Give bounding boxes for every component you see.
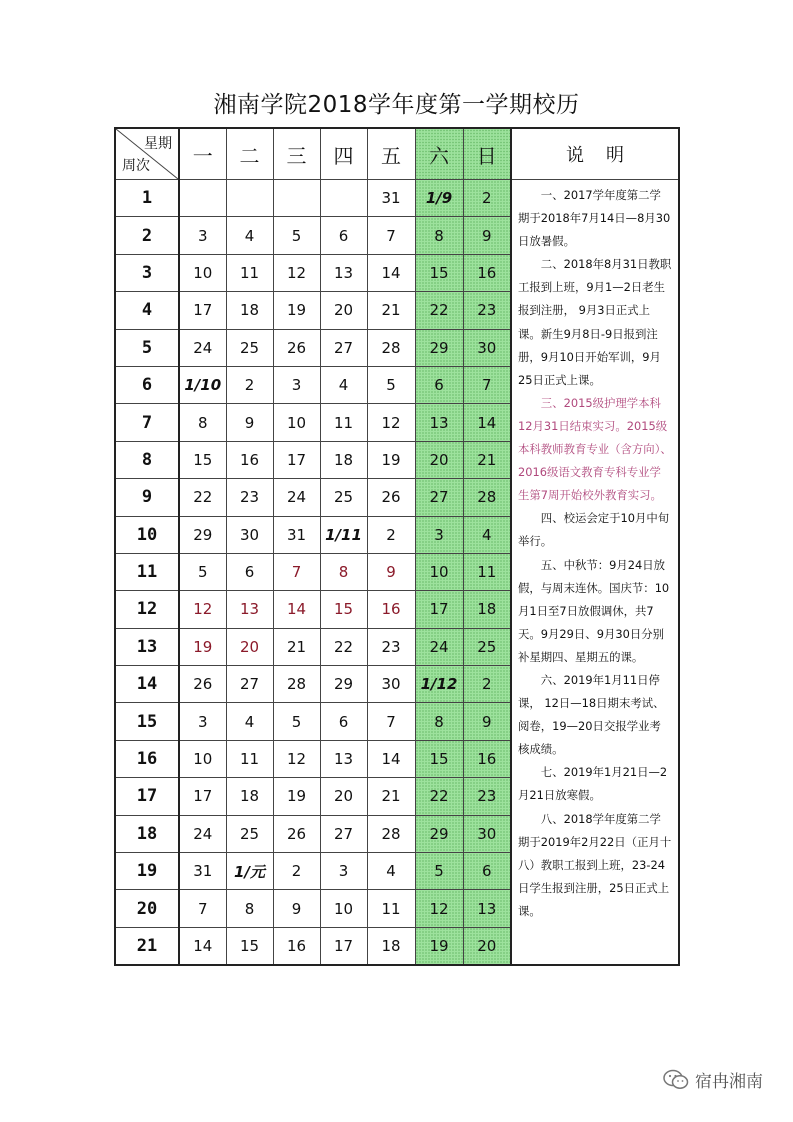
date-cell: 9 <box>226 404 273 441</box>
date-cell: 1/11 <box>320 516 367 553</box>
date-cell: 23 <box>226 479 273 516</box>
date-cell: 31 <box>179 853 226 890</box>
date-cell: 23 <box>367 628 415 665</box>
weekend-date-cell: 28 <box>463 479 511 516</box>
date-cell: 14 <box>273 591 320 628</box>
date-cell: 3 <box>320 853 367 890</box>
week-number: 2 <box>115 217 179 254</box>
weekend-date-cell: 2 <box>463 180 511 217</box>
date-cell: 19 <box>179 628 226 665</box>
date-cell: 5 <box>367 366 415 403</box>
date-cell: 27 <box>320 815 367 852</box>
date-cell: 7 <box>367 703 415 740</box>
date-cell: 4 <box>226 703 273 740</box>
header-row <box>115 128 679 180</box>
date-cell: 17 <box>273 441 320 478</box>
weekend-date-cell: 4 <box>463 516 511 553</box>
week-number: 21 <box>115 927 179 965</box>
date-cell: 15 <box>179 441 226 478</box>
date-cell: 4 <box>320 366 367 403</box>
weekend-date-cell: 8 <box>415 703 463 740</box>
date-cell: 27 <box>320 329 367 366</box>
week-row <box>115 180 679 217</box>
day-header-mon: 一 <box>179 128 226 180</box>
date-cell: 24 <box>179 815 226 852</box>
weekend-date-cell: 16 <box>463 740 511 777</box>
week-number: 4 <box>115 292 179 329</box>
weekend-date-cell: 9 <box>463 703 511 740</box>
date-cell: 18 <box>367 927 415 965</box>
day-header-tue: 二 <box>226 128 273 180</box>
week-number: 12 <box>115 591 179 628</box>
date-cell: 10 <box>320 890 367 927</box>
note-paragraph: 一、2017学年度第二学期于2018年7月14日—8月30日放暑假。 <box>518 188 671 249</box>
date-cell: 11 <box>226 740 273 777</box>
date-cell: 2 <box>367 516 415 553</box>
date-cell: 18 <box>226 778 273 815</box>
date-cell: 30 <box>226 516 273 553</box>
date-cell: 5 <box>179 553 226 590</box>
date-cell: 19 <box>273 778 320 815</box>
day-header-fri: 五 <box>367 128 415 180</box>
date-cell: 26 <box>273 815 320 852</box>
date-cell: 29 <box>179 516 226 553</box>
date-cell: 25 <box>226 329 273 366</box>
week-number: 5 <box>115 329 179 366</box>
date-cell: 9 <box>273 890 320 927</box>
date-cell: 22 <box>320 628 367 665</box>
weekend-date-cell: 30 <box>463 329 511 366</box>
date-cell: 4 <box>367 853 415 890</box>
date-cell: 21 <box>367 778 415 815</box>
weekend-date-cell: 23 <box>463 778 511 815</box>
weekend-date-cell: 19 <box>415 927 463 965</box>
week-number: 3 <box>115 254 179 291</box>
week-number: 13 <box>115 628 179 665</box>
weekend-date-cell: 1/9 <box>415 180 463 217</box>
weekend-date-cell: 10 <box>415 553 463 590</box>
weekend-date-cell: 25 <box>463 628 511 665</box>
date-cell: 8 <box>226 890 273 927</box>
week-number: 15 <box>115 703 179 740</box>
date-cell: 19 <box>367 441 415 478</box>
watermark <box>663 1067 763 1092</box>
date-cell: 7 <box>273 553 320 590</box>
date-cell: 13 <box>226 591 273 628</box>
weekend-date-cell: 17 <box>415 591 463 628</box>
week-number: 11 <box>115 553 179 590</box>
date-cell: 2 <box>273 853 320 890</box>
corner-weekday-label: 星期 <box>144 136 172 152</box>
weekend-date-cell: 18 <box>463 591 511 628</box>
date-cell <box>226 180 273 217</box>
date-cell: 18 <box>226 292 273 329</box>
date-cell: 25 <box>320 479 367 516</box>
date-cell: 4 <box>226 217 273 254</box>
school-calendar-table <box>114 127 680 966</box>
note-paragraph: 七、2019年1月21日—2月21日放寒假。 <box>518 765 668 803</box>
date-cell: 19 <box>273 292 320 329</box>
date-cell: 30 <box>367 666 415 703</box>
date-cell: 6 <box>226 553 273 590</box>
weekend-date-cell: 1/12 <box>415 666 463 703</box>
weekend-date-cell: 7 <box>463 366 511 403</box>
date-cell: 20 <box>320 292 367 329</box>
date-cell: 16 <box>273 927 320 965</box>
day-header-sun: 日 <box>463 128 511 180</box>
note-paragraph: 二、2018年8月31日教职工报到上班，9月1—2日老生报到注册， 9月3日正式上课。新生9月8日-9日报到注册，9月10日开始军训，9月25日正式上课。 <box>518 257 672 387</box>
weekend-date-cell: 6 <box>463 853 511 890</box>
notes-header: 说明 <box>511 128 679 180</box>
day-header-sat: 六 <box>415 128 463 180</box>
page-title: 湘南学院2018学年度第一学期校历 <box>213 92 580 118</box>
note-paragraph: 六、2019年1月11日停课， 12日—18日期末考试、阅卷，19—20日交报学业考核成绩。 <box>518 672 665 757</box>
weekend-date-cell: 20 <box>463 927 511 965</box>
week-number: 20 <box>115 890 179 927</box>
date-cell: 26 <box>179 666 226 703</box>
date-cell: 6 <box>320 703 367 740</box>
date-cell: 25 <box>226 815 273 852</box>
date-cell: 15 <box>226 927 273 965</box>
date-cell: 3 <box>179 703 226 740</box>
date-cell: 17 <box>179 778 226 815</box>
date-cell: 26 <box>367 479 415 516</box>
date-cell: 27 <box>226 666 273 703</box>
date-cell: 9 <box>367 553 415 590</box>
weekend-date-cell: 12 <box>415 890 463 927</box>
weekend-date-cell: 8 <box>415 217 463 254</box>
weekend-date-cell: 13 <box>463 890 511 927</box>
date-cell: 16 <box>367 591 415 628</box>
week-number: 1 <box>115 180 179 217</box>
weekend-date-cell: 30 <box>463 815 511 852</box>
week-number: 19 <box>115 853 179 890</box>
week-number: 17 <box>115 778 179 815</box>
week-number: 10 <box>115 516 179 553</box>
date-cell: 1/元 <box>226 853 273 890</box>
weekend-date-cell: 15 <box>415 254 463 291</box>
note-paragraph: 四、校运会定于10月中旬举行。 <box>518 511 670 549</box>
date-cell: 14 <box>367 254 415 291</box>
date-cell: 21 <box>273 628 320 665</box>
weekend-date-cell: 22 <box>415 292 463 329</box>
date-cell <box>273 180 320 217</box>
day-header-wed: 三 <box>273 128 320 180</box>
date-cell: 13 <box>320 254 367 291</box>
date-cell: 24 <box>179 329 226 366</box>
date-cell: 21 <box>367 292 415 329</box>
date-cell: 14 <box>179 927 226 965</box>
date-cell: 3 <box>273 366 320 403</box>
date-cell: 6 <box>320 217 367 254</box>
date-cell: 12 <box>367 404 415 441</box>
date-cell: 28 <box>273 666 320 703</box>
weekend-date-cell: 21 <box>463 441 511 478</box>
date-cell: 10 <box>179 254 226 291</box>
date-cell: 10 <box>273 404 320 441</box>
date-cell: 12 <box>273 254 320 291</box>
date-cell: 28 <box>367 329 415 366</box>
weekend-date-cell: 27 <box>415 479 463 516</box>
week-number: 6 <box>115 366 179 403</box>
weekend-date-cell: 13 <box>415 404 463 441</box>
weekend-date-cell: 5 <box>415 853 463 890</box>
date-cell: 8 <box>179 404 226 441</box>
date-cell: 20 <box>320 778 367 815</box>
date-cell: 7 <box>179 890 226 927</box>
weekend-date-cell: 23 <box>463 292 511 329</box>
week-number: 14 <box>115 666 179 703</box>
corner-header <box>115 128 179 180</box>
date-cell: 15 <box>320 591 367 628</box>
date-cell <box>320 180 367 217</box>
week-number: 18 <box>115 815 179 852</box>
week-number: 7 <box>115 404 179 441</box>
date-cell <box>179 180 226 217</box>
date-cell: 5 <box>273 217 320 254</box>
date-cell: 31 <box>367 180 415 217</box>
weekend-date-cell: 2 <box>463 666 511 703</box>
date-cell: 22 <box>179 479 226 516</box>
date-cell: 16 <box>226 441 273 478</box>
date-cell: 12 <box>179 591 226 628</box>
note-paragraph: 八、2018学年度第二学期于2019年2月22日（正月十八）教职工报到上班，23-24日学生报到注册，25日正式上课。 <box>518 811 672 918</box>
date-cell: 26 <box>273 329 320 366</box>
note-paragraph: 五、中秋节：9月24日放假，与周末连休。国庆节：10月1日至7日放假调休，共7天。9月29日、9月30日分别补星期四、星期五的课。 <box>518 557 670 664</box>
corner-week-label: 周次 <box>122 158 150 174</box>
date-cell: 24 <box>273 479 320 516</box>
week-number: 9 <box>115 479 179 516</box>
weekend-date-cell: 29 <box>415 815 463 852</box>
weekend-date-cell: 29 <box>415 329 463 366</box>
date-cell: 12 <box>273 740 320 777</box>
day-header-thu: 四 <box>320 128 367 180</box>
weekend-date-cell: 6 <box>415 366 463 403</box>
date-cell: 3 <box>179 217 226 254</box>
chat-bubble-icon <box>663 1069 689 1091</box>
weekend-date-cell: 3 <box>415 516 463 553</box>
date-cell: 17 <box>179 292 226 329</box>
week-number: 8 <box>115 441 179 478</box>
weekend-date-cell: 20 <box>415 441 463 478</box>
weekend-date-cell: 9 <box>463 217 511 254</box>
weekend-date-cell: 14 <box>463 404 511 441</box>
date-cell: 11 <box>226 254 273 291</box>
date-cell: 17 <box>320 927 367 965</box>
weekend-date-cell: 24 <box>415 628 463 665</box>
date-cell: 29 <box>320 666 367 703</box>
weekend-date-cell: 15 <box>415 740 463 777</box>
watermark-text: 宿冉湘南 <box>695 1072 763 1092</box>
date-cell: 1/10 <box>179 366 226 403</box>
date-cell: 31 <box>273 516 320 553</box>
weekend-date-cell: 16 <box>463 254 511 291</box>
date-cell: 8 <box>320 553 367 590</box>
date-cell: 13 <box>320 740 367 777</box>
date-cell: 7 <box>367 217 415 254</box>
date-cell: 5 <box>273 703 320 740</box>
date-cell: 28 <box>367 815 415 852</box>
date-cell: 18 <box>320 441 367 478</box>
date-cell: 20 <box>226 628 273 665</box>
week-number: 16 <box>115 740 179 777</box>
date-cell: 14 <box>367 740 415 777</box>
date-cell: 2 <box>226 366 273 403</box>
weekend-date-cell: 11 <box>463 553 511 590</box>
notes-panel <box>511 180 679 966</box>
note-paragraph: 三、2015级护理学本科12月31日结束实习。2015级本科教师教育专业（含方向）、2016级语文教育专科专业学生第7周开始校外教育实习。 <box>518 395 672 503</box>
date-cell: 10 <box>179 740 226 777</box>
date-cell: 11 <box>320 404 367 441</box>
weekend-date-cell: 22 <box>415 778 463 815</box>
date-cell: 11 <box>367 890 415 927</box>
